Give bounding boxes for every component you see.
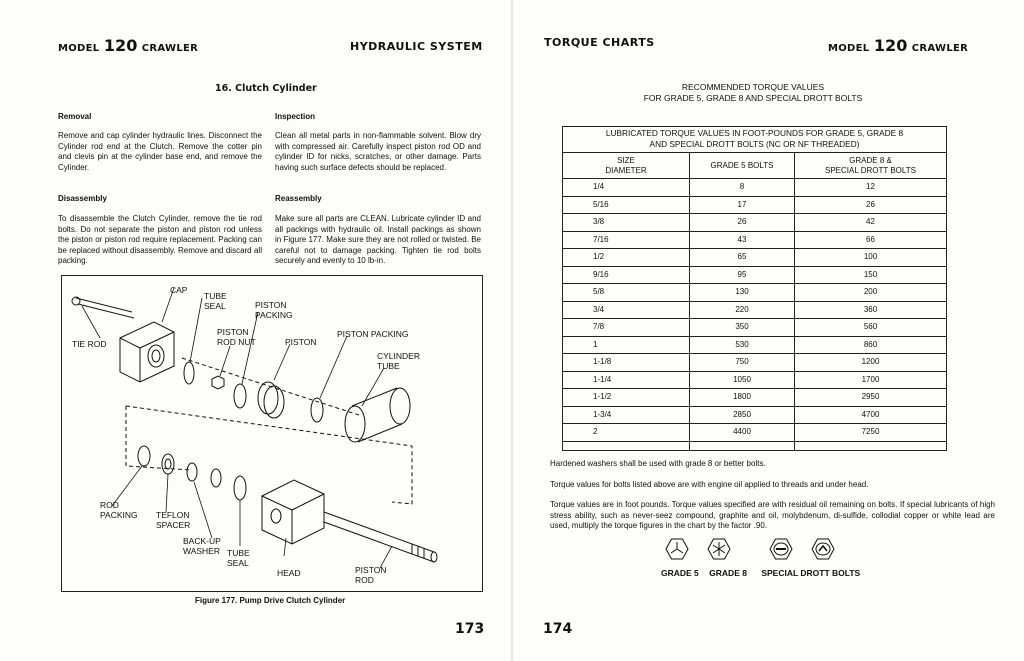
grade8-cell: 150 [795, 266, 947, 284]
grade5-cell: 43 [690, 231, 795, 249]
piston-packing-top-shape [234, 384, 246, 408]
page-number-left: 173 [455, 621, 485, 637]
grade8-cell: 26 [795, 196, 947, 214]
torque-row [563, 319, 947, 337]
bolt-label-grade8: GRADE 8 [709, 568, 747, 578]
torque-row [563, 354, 947, 372]
grade8-cell: 2950 [795, 389, 947, 407]
label-piston: PISTON [285, 337, 317, 347]
torque-table-body [563, 179, 947, 451]
torque-row [563, 301, 947, 319]
size-cell: 5/8 [563, 284, 690, 302]
grade5-cell: 130 [690, 284, 795, 302]
grade5-cell: 2850 [690, 406, 795, 424]
col-size-header [563, 153, 690, 179]
reassembly-text: Make sure all parts are CLEAN. Lubricate cylinder ID and all packings with hydraulic oil. Install packings as shown in Figure 177. Make sure they are not rolled or twisted. Be careful not to damage packing. Tighten tie rod bolts securely and evenly to 10 lb-in. [275, 214, 481, 265]
grade5-cell: 220 [690, 301, 795, 319]
grade8-cell: 42 [795, 214, 947, 232]
col-grade5-header: GRADE 5 BOLTS [690, 153, 795, 179]
left-page [0, 0, 511, 661]
inspection-text: Clean all metal parts in non-flammable solvent. Blow dry with compressed air. Carefully inspect piston rod OD and cylinder ID for nicks, scratches, or other damage. Parts having such surface defects should be replaced. [275, 131, 481, 172]
bolt-label-grade5: GRADE 5 [661, 568, 699, 578]
torque-title-line2: FOR GRADE 5, GRADE 8 AND SPECIAL DROTT BOLTS [643, 93, 863, 103]
grade5-bolt-icon [666, 539, 688, 559]
torque-table-spacer [563, 441, 947, 450]
tube-seal-top-shape [184, 362, 194, 384]
table-caption-line1: LUBRICATED TORQUE VALUES IN FOOT-POUNDS FOR GRADE 5, GRADE 8 [605, 128, 904, 138]
drott-bolt-icon-2 [812, 539, 834, 559]
torque-row [563, 249, 947, 267]
torque-row [563, 371, 947, 389]
model-number: 120 [873, 36, 908, 55]
tube-seal-bottom-shape [234, 476, 246, 500]
grade5-cell: 1050 [690, 371, 795, 389]
piston-rod-nut-shape [212, 376, 224, 389]
col-grade8-line1: GRADE 8 & [849, 155, 892, 165]
size-cell: 1-3/4 [563, 406, 690, 424]
removal-text: Remove and cap cylinder hydraulic lines. Disconnect the Cylinder rod end at the Clutch. Remove the cotter pin and clevis pin at the cylinder base end, and remove the Cylinder. [58, 131, 262, 172]
disassembly-text: To disassemble the Clutch Cylinder, remove the tie rod bolts. Do not separate the piston and piston rod unless the piston or piston rod require replacement. Packing can be replaced without disassembly. Remove and discard all packing. [58, 214, 262, 265]
torque-row [563, 179, 947, 197]
torque-row [563, 389, 947, 407]
cylinder-tube-shape [352, 388, 402, 442]
spacer-cell [563, 441, 690, 450]
torque-row [563, 284, 947, 302]
grade8-cell: 1200 [795, 354, 947, 372]
torque-row [563, 214, 947, 232]
grade8-cell: 1700 [795, 371, 947, 389]
note-washers: Hardened washers shall be used with grade 8 or better bolts. [550, 459, 766, 468]
disassembly-heading: Disassembly [58, 194, 107, 203]
torque-row [563, 424, 947, 442]
cap-port-shape [148, 345, 164, 367]
size-cell: 1-1/2 [563, 389, 690, 407]
removal-heading: Removal [58, 112, 92, 121]
drott-bolt-icon-1 [770, 539, 792, 559]
grade5-cell: 530 [690, 336, 795, 354]
torque-row [563, 266, 947, 284]
grade5-cell: 95 [690, 266, 795, 284]
table-caption-line2: AND SPECIAL DROTT BOLTS (NC OR NF THREADED) [649, 139, 860, 149]
col-size-line2: DIAMETER [605, 165, 647, 175]
label-tube-seal-bottom: TUBE SEAL [227, 548, 250, 568]
size-cell: 1/4 [563, 179, 690, 197]
grade5-cell: 4400 [690, 424, 795, 442]
torque-title [603, 82, 903, 104]
label-head: HEAD [277, 568, 301, 578]
grade8-cell: 860 [795, 336, 947, 354]
grade8-cell: 4700 [795, 406, 947, 424]
col-size-line1: SIZE [617, 155, 635, 165]
spacer-cell [690, 441, 795, 450]
model-prefix: MODEL [828, 43, 870, 54]
tie-rod-shape [76, 298, 134, 318]
clutch-cylinder-illustration [62, 276, 482, 591]
left-header-section: HYDRAULIC SYSTEM [350, 40, 483, 53]
piston-shape [258, 382, 278, 414]
grade8-cell: 200 [795, 284, 947, 302]
spacer-cell [795, 441, 947, 450]
size-cell: 1-1/8 [563, 354, 690, 372]
section-title: 16. Clutch Cylinder [215, 83, 317, 94]
teflon-spacer-shape [162, 454, 174, 474]
size-cell: 1-1/4 [563, 371, 690, 389]
label-cap: CAP [170, 285, 188, 295]
label-piston-packing-top: PISTON PACKING [255, 300, 293, 320]
label-backup-washer: BACK-UP WASHER [183, 536, 221, 556]
backup-washer-shape [187, 463, 197, 481]
grade8-cell: 100 [795, 249, 947, 267]
figure-caption: Figure 177. Pump Drive Clutch Cylinder [195, 596, 346, 605]
grade5-cell: 350 [690, 319, 795, 337]
grade5-cell: 8 [690, 179, 795, 197]
label-piston-rod-nut: PISTON ROD NUT [217, 327, 256, 347]
grade8-cell: 360 [795, 301, 947, 319]
right-page [513, 0, 1024, 661]
size-cell: 1/2 [563, 249, 690, 267]
model-number: 120 [103, 36, 138, 55]
right-header-model [828, 36, 968, 56]
torque-row [563, 231, 947, 249]
label-tie-rod: TIE ROD [72, 339, 107, 349]
model-suffix: CRAWLER [911, 43, 969, 54]
grade8-cell: 560 [795, 319, 947, 337]
note-engine-oil: Torque values for bolts listed above are with engine oil applied to threads and under head. [550, 480, 869, 489]
grade8-cell: 12 [795, 179, 947, 197]
label-cylinder-tube: CYLINDER TUBE [377, 351, 420, 371]
inspection-heading: Inspection [275, 112, 316, 121]
page-number-right: 174 [543, 621, 573, 637]
torque-row [563, 336, 947, 354]
grade8-cell: 7250 [795, 424, 947, 442]
label-tube-seal-top: TUBE SEAL [204, 291, 227, 311]
grade5-cell: 17 [690, 196, 795, 214]
size-cell: 7/16 [563, 231, 690, 249]
col-grade8-header [795, 153, 947, 179]
grade5-cell: 26 [690, 214, 795, 232]
head-block-shape [262, 480, 324, 544]
size-cell: 7/8 [563, 319, 690, 337]
bolt-labels [661, 568, 860, 578]
size-cell: 1 [563, 336, 690, 354]
grade5-cell: 1800 [690, 389, 795, 407]
torque-table [562, 126, 947, 451]
size-cell: 5/16 [563, 196, 690, 214]
figure-177 [61, 275, 483, 592]
model-prefix: MODEL [58, 43, 100, 54]
torque-row [563, 196, 947, 214]
label-teflon-spacer: TEFLON SPACER [156, 510, 191, 530]
size-cell: 2 [563, 424, 690, 442]
bolt-label-drott: SPECIAL DROTT BOLTS [761, 568, 861, 578]
label-piston-packing-right: PISTON PACKING [337, 329, 409, 339]
grade5-cell: 750 [690, 354, 795, 372]
label-piston-rod: PISTON ROD [355, 565, 387, 585]
torque-row [563, 406, 947, 424]
right-header-section: TORQUE CHARTS [544, 36, 655, 49]
note-torque-factor: Torque values are in foot pounds. Torque values specified are with residual oil remaining on bolts. If special lubricants of high stress ability, such as never-seez compound, graphite and oil, molybdenum, di-sulfide, collodial copper or white lead are used, multiply the torque figures in the chart by the factor .90. [550, 500, 995, 530]
cap-block-shape [120, 322, 174, 382]
bolt-head-icons [663, 536, 838, 564]
col-grade8-line2: SPECIAL DROTT BOLTS [825, 165, 916, 175]
model-suffix: CRAWLER [141, 43, 199, 54]
reassembly-heading: Reassembly [275, 194, 322, 203]
size-cell: 9/16 [563, 266, 690, 284]
rod-packing-shape [138, 446, 150, 466]
grade8-cell: 66 [795, 231, 947, 249]
label-rod-packing: ROD PACKING [100, 500, 138, 520]
left-header-model [58, 36, 198, 56]
torque-title-line1: RECOMMENDED TORQUE VALUES [681, 82, 825, 92]
grade8-bolt-icon [708, 539, 730, 559]
size-cell: 3/4 [563, 301, 690, 319]
table-caption [563, 127, 947, 153]
grade5-cell: 65 [690, 249, 795, 267]
size-cell: 3/8 [563, 214, 690, 232]
